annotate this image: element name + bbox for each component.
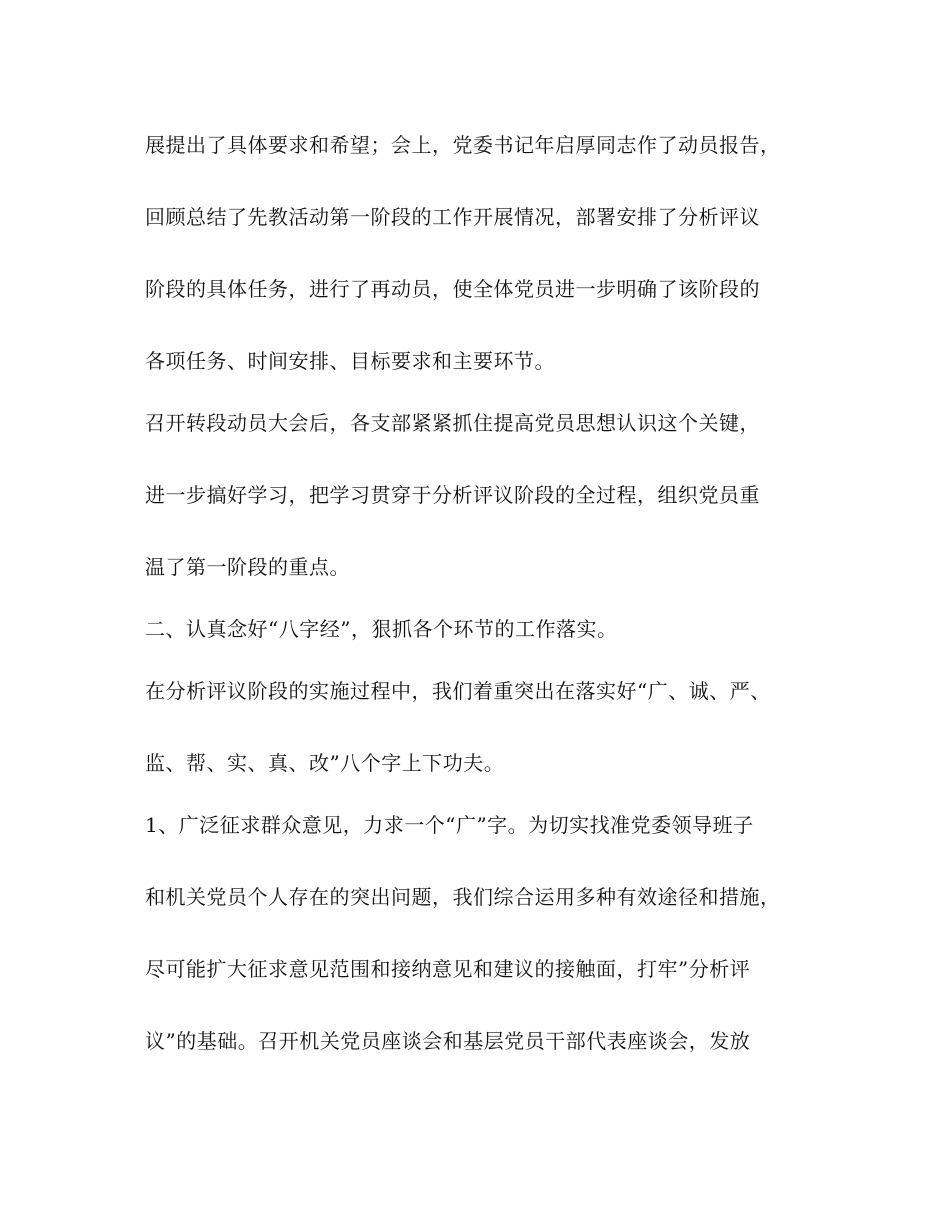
text-line-6: 进一步搞好学习，把学习贯穿于分析评议阶段的全过程，组织党员重 — [145, 483, 760, 507]
text-line-12: 和机关党员个人存在的突出问题，我们综合运用多种有效途径和措施， — [145, 885, 781, 909]
text-line-11: 1、广泛征求群众意见，力求一个“广”字。为切实找准党委领导班子 — [145, 813, 754, 837]
text-line-7: 温了第一阶段的重点。 — [145, 555, 350, 579]
text-line-13: 尽可能扩大征求意见范围和接纳意见和建议的接触面，打牢”分析评 — [145, 957, 751, 981]
section-heading: 二、认真念好“八字经”，狠抓各个环节的工作落实。 — [145, 617, 618, 641]
text-line-4: 各项任务、时间安排、目标要求和主要环节。 — [145, 349, 555, 373]
text-line-9: 在分析评议阶段的实施过程中，我们着重突出在落实好“广、诚、严、 — [145, 679, 771, 703]
text-line-3: 阶段的具体任务，进行了再动员，使全体党员进一步明确了该阶段的 — [145, 277, 760, 301]
text-line-1: 展提出了具体要求和希望；会上，党委书记年启厚同志作了动员报告， — [145, 133, 781, 157]
text-line-14: 议”的基础。召开机关党员座谈会和基层党员干部代表座谈会，发放 — [145, 1029, 751, 1053]
text-line-10: 监、帮、实、真、改”八个字上下功夫。 — [145, 751, 505, 775]
text-line-5: 召开转段动员大会后，各支部紧紧抓住提高党员思想认识这个关键， — [145, 411, 760, 435]
text-line-2: 回顾总结了先教活动第一阶段的工作开展情况，部署安排了分析评议 — [145, 205, 760, 229]
